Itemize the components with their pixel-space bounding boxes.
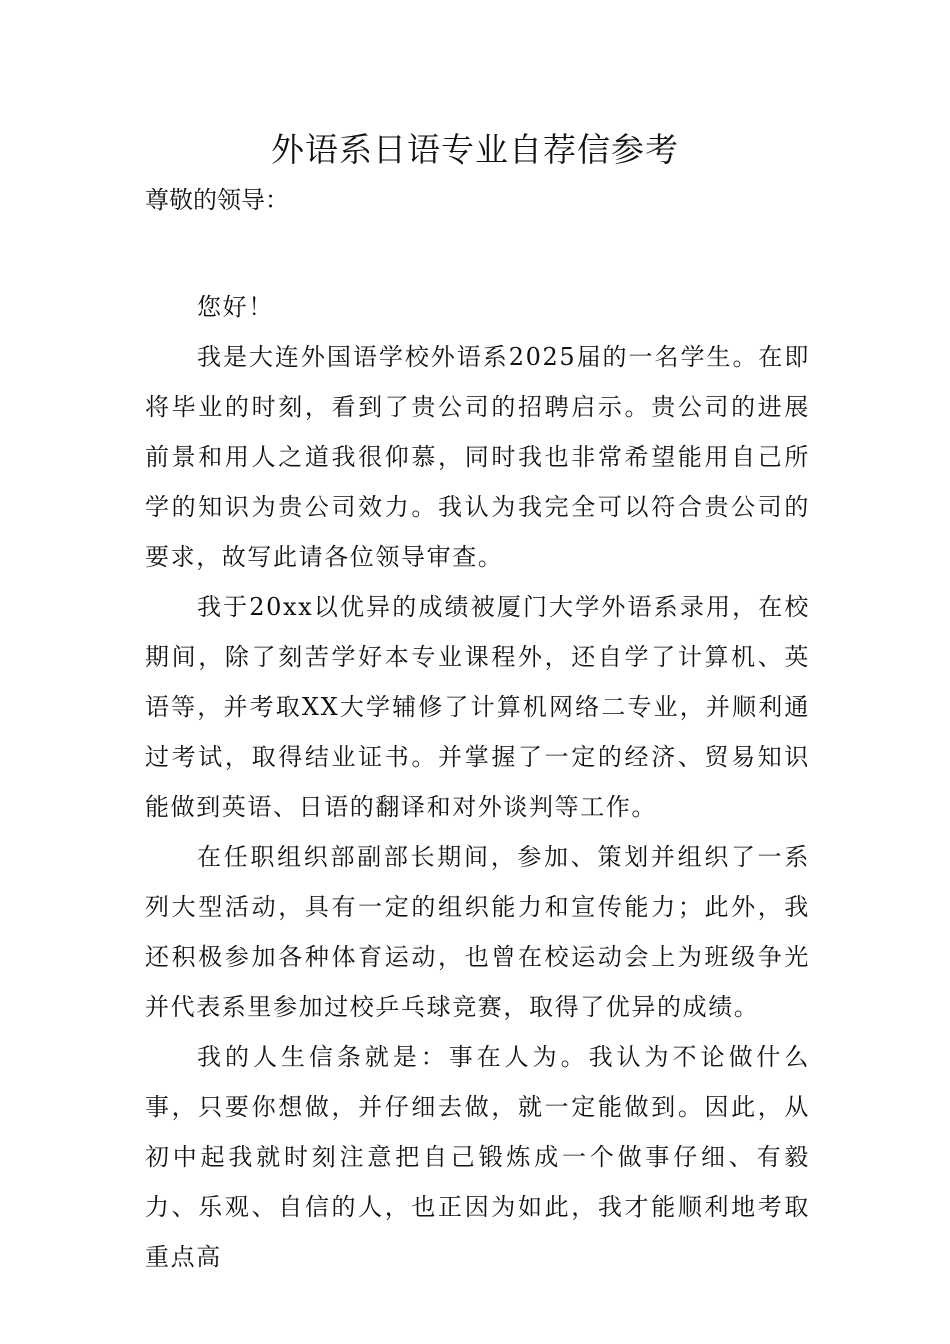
document-title: 外语系日语专业自荐信参考 xyxy=(271,130,679,169)
paragraph-motto: 我的人生信条就是：事在人为。我认为不论做什么事，只要你想做，并仔细去做，就一定能做到。因此，从初中起我就时刻注意把自己锻炼成一个做事仔细、有毅力、乐观、自信的人，也正因为如此，我才能顺利地考取重点高 xyxy=(145,1043,810,1271)
salutation: 尊敬的领导： xyxy=(145,186,289,214)
paragraph-greeting: 您好！ xyxy=(197,293,274,321)
paragraph-education: 我于20xx以优异的成绩被厦门大学外语系录用，在校期间，除了刻苦学好本专业课程外，还自学了计算机、英语等，并考取XX大学辅修了计算机网络二专业，并顺利通过考试，取得结业证书。并掌握了一定的经济、贸易知识能做到英语、日语的翻译和对外谈判等工作。 xyxy=(145,593,810,821)
paragraph-activities: 在任职组织部副部长期间，参加、策划并组织了一系列大型活动，具有一定的组织能力和宣传能力；此外，我还积极参加各种体育运动，也曾在校运动会上为班级争光并代表系里参加过校乒乓球竞赛，取得了优异的成绩。 xyxy=(145,843,810,1021)
letter-body xyxy=(145,282,810,1282)
paragraph-introduction: 我是大连外国语学校外语系2025届的一名学生。在即将毕业的时刻，看到了贵公司的招聘启示。贵公司的进展前景和用人之道我很仰慕，同时我也非常希望能用自己所学的知识为贵公司效力。我认为我完全可以符合贵公司的要求，故写此请各位领导审查。 xyxy=(145,343,810,571)
